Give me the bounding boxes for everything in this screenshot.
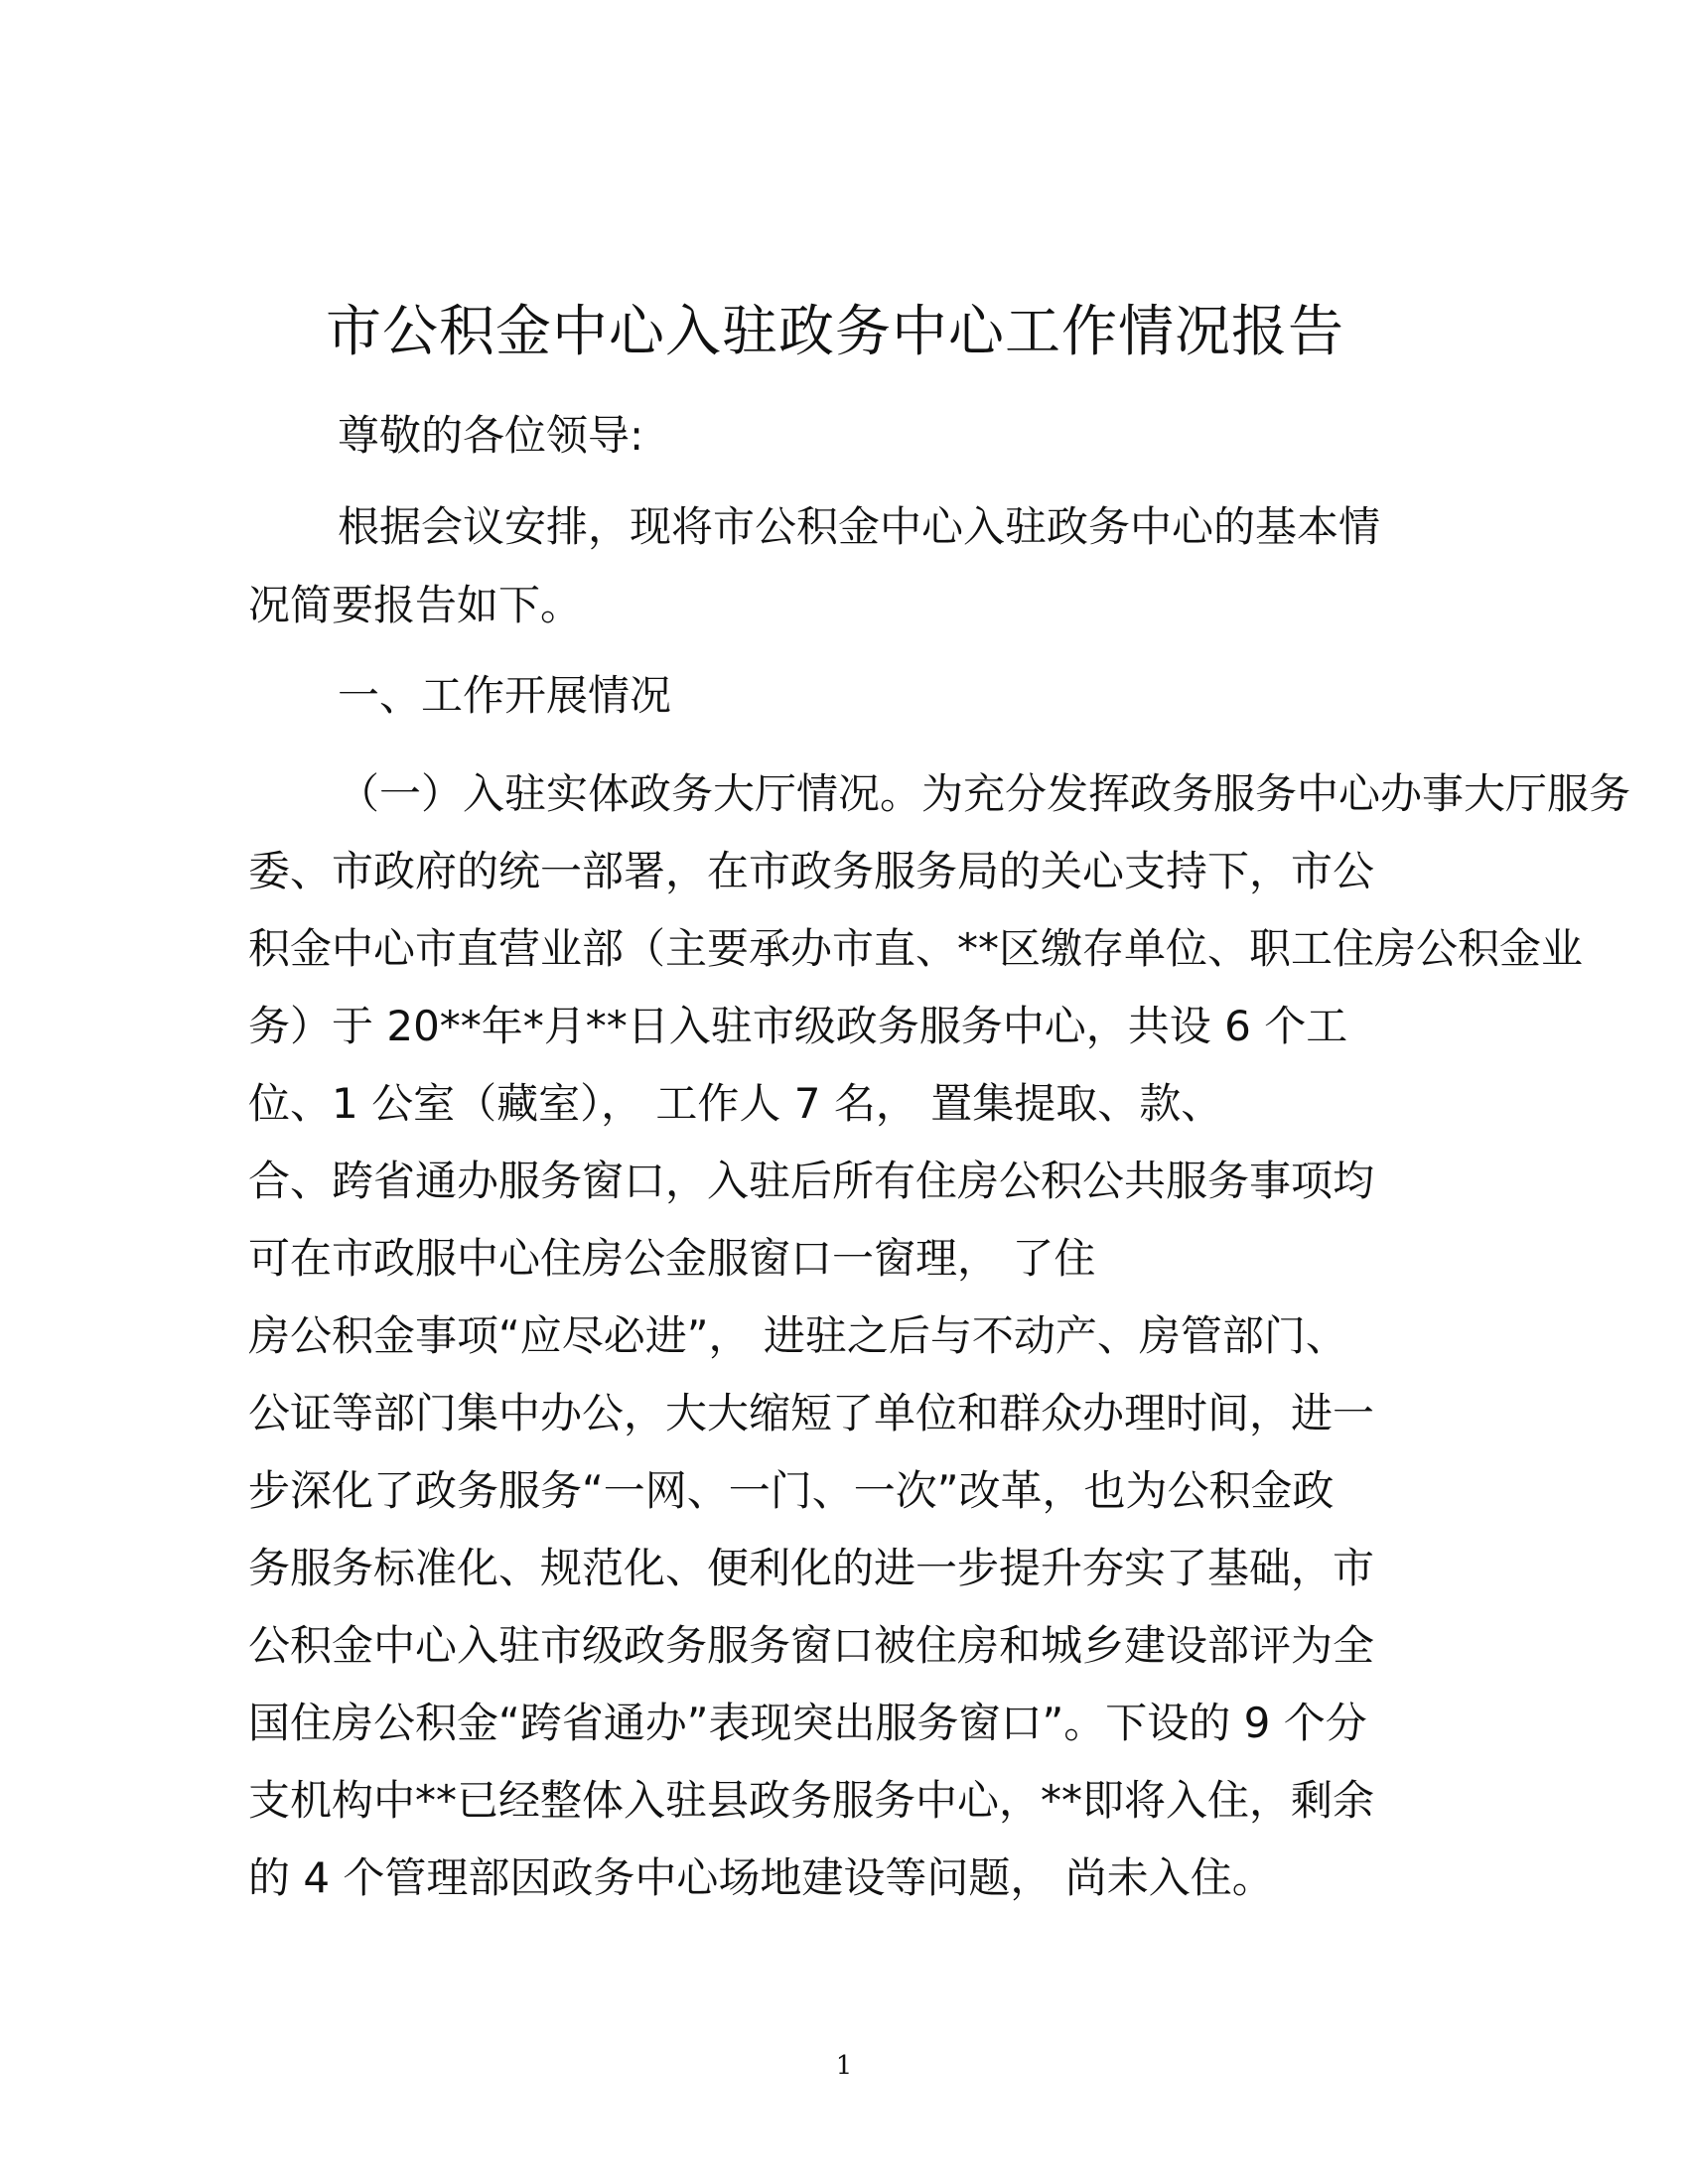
body-line: 公积金中心入驻市级政务服务窗口被住房和城乡建设部评为全	[248, 1621, 1375, 1670]
body-line: 可在市政服中心住房公金服窗口一窗理， 了住	[248, 1234, 1096, 1283]
body-line: 公证等部门集中办公，大大缩短了单位和群众办理时间，进一	[248, 1389, 1375, 1437]
page-number: 1	[835, 2051, 853, 2081]
body-line: 务服务标准化、规范化、便利化的进一步提升夯实了基础，市	[248, 1544, 1375, 1592]
body-line: 积金中心市直营业部（主要承办市直、**区缴存单位、职工住房公积金业	[248, 924, 1584, 973]
section-heading: 一、工作开展情况	[338, 671, 672, 720]
body-line: 务）于 20**年*月**日入驻市级政务服务中心，共设 6 个工	[248, 1002, 1348, 1050]
document-title: 市公积金中心入驻政务中心工作情况报告	[326, 300, 1344, 364]
intro-line: 况简要报告如下。	[248, 581, 583, 629]
body-line: 步深化了政务服务“一网、一门、一次”改革，也为公积金政	[248, 1466, 1335, 1515]
body-line: 合、跨省通办服务窗口，入驻后所有住房公积公共服务事项均	[248, 1157, 1375, 1205]
body-line: 房公积金事项“应尽必进”， 进驻之后与不动产、房管部门、	[248, 1311, 1347, 1360]
body-line: 位、1 公室（藏室）， 工作人 7 名， 置集提取、款、	[248, 1079, 1223, 1128]
body-line: 国住房公积金“跨省通办”表现突出服务窗口”。下设的 9 个分	[248, 1699, 1367, 1747]
intro-line: 根据会议安排，现将市公积金中心入驻政务中心的基本情	[338, 502, 1381, 551]
body-line: （一）入驻实体政务大厅情况。为充分发挥政务服务中心办事大厅服务	[338, 769, 1631, 818]
body-line: 委、市政府的统一部署，在市政务服务局的关心支持下，市公	[248, 847, 1375, 895]
body-line: 支机构中**已经整体入驻县政务服务中心，**即将入住，剩余	[248, 1776, 1375, 1825]
salutation: 尊敬的各位领导:	[338, 411, 644, 460]
body-line: 的 4 个管理部因政务中心场地建设等问题， 尚未入住。	[248, 1853, 1274, 1902]
